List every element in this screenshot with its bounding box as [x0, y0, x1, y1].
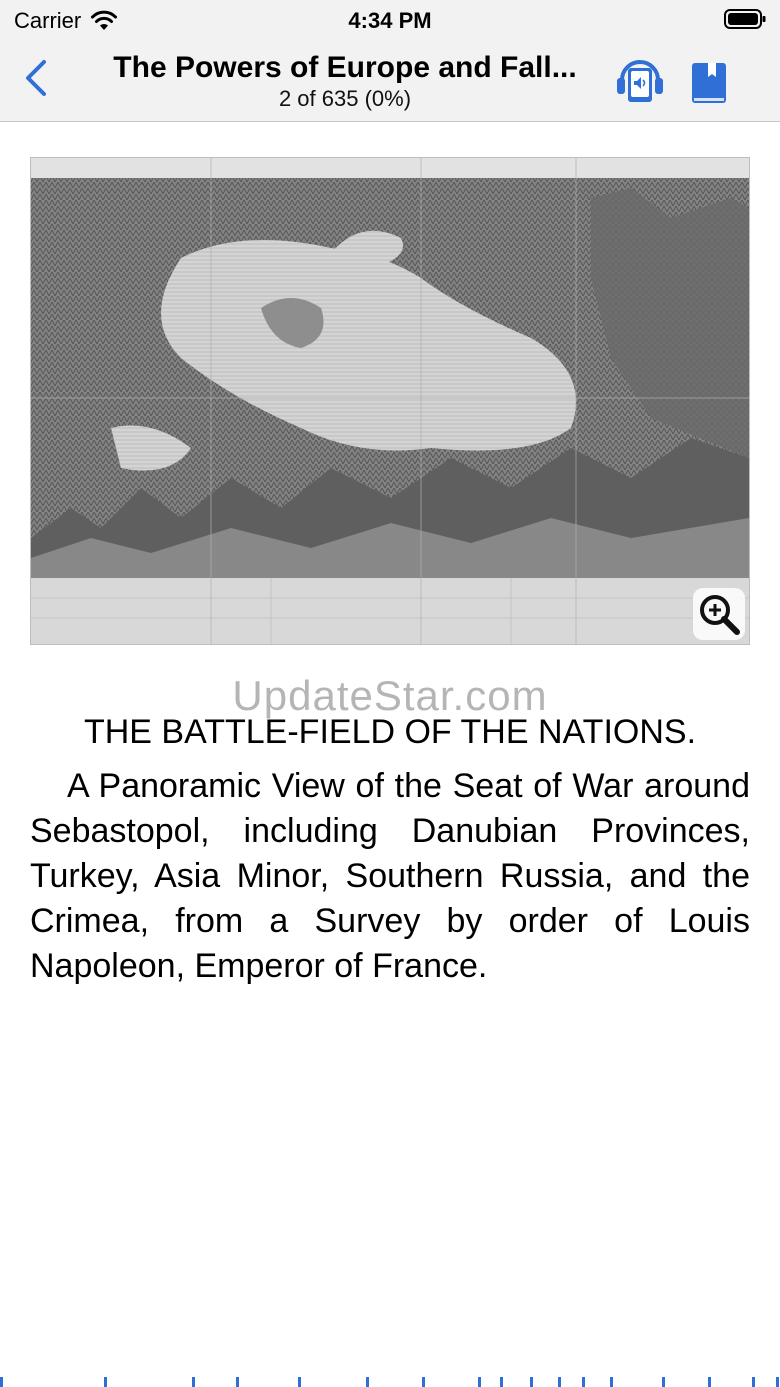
scrubber-tick	[0, 1377, 3, 1387]
scrubber-tick	[776, 1377, 779, 1387]
scrubber-tick	[582, 1377, 585, 1387]
title-area	[90, 50, 600, 112]
scrubber-tick	[752, 1377, 755, 1387]
chevron-left-icon	[18, 56, 58, 100]
clock: 4:34 PM	[348, 8, 432, 33]
audiobook-button[interactable]	[614, 52, 666, 108]
scrubber-tick	[192, 1377, 195, 1387]
scrubber-tick	[662, 1377, 665, 1387]
watermark: UpdateStar.com	[232, 672, 548, 719]
status-bar	[0, 0, 780, 40]
scrubber-tick	[500, 1377, 503, 1387]
scrubber-tick	[708, 1377, 711, 1387]
body-paragraph: A Panoramic View of the Seat of War around Sebastopol, including Danubian Provinces, Turkey, Asia Minor, Southern Russia, and the Crimea, from a Survey by order of Louis Napoleon, Emperor of France.	[30, 767, 750, 985]
battery-icon	[724, 9, 766, 29]
scrubber-tick	[530, 1377, 533, 1387]
page-progress: 2 of 635 (0%)	[278, 86, 412, 111]
zoom-in-icon	[693, 588, 745, 640]
zoom-button[interactable]	[693, 588, 745, 640]
scrubber-tick	[558, 1377, 561, 1387]
back-button[interactable]	[18, 56, 58, 100]
scrubber-tick	[236, 1377, 239, 1387]
scrubber-tick	[478, 1377, 481, 1387]
book-title: The Powers of Europe and Fall...	[113, 51, 577, 84]
bookmark-button[interactable]	[688, 60, 730, 106]
scrubber-tick	[104, 1377, 107, 1387]
scrubber-tick	[610, 1377, 613, 1387]
panoramic-map-image	[31, 158, 749, 644]
scrubber-tick	[422, 1377, 425, 1387]
section-heading: THE BATTLE-FIELD OF THE NATIONS.	[83, 713, 697, 751]
scrubber-tick	[298, 1377, 301, 1387]
page-scrubber[interactable]	[0, 1375, 780, 1387]
headphones-book-icon	[614, 52, 666, 108]
carrier-label: Carrier	[14, 8, 82, 33]
map-illustration[interactable]	[30, 157, 750, 645]
book-icon	[688, 60, 730, 106]
navigation-bar	[0, 40, 780, 122]
scrubber-tick	[366, 1377, 369, 1387]
